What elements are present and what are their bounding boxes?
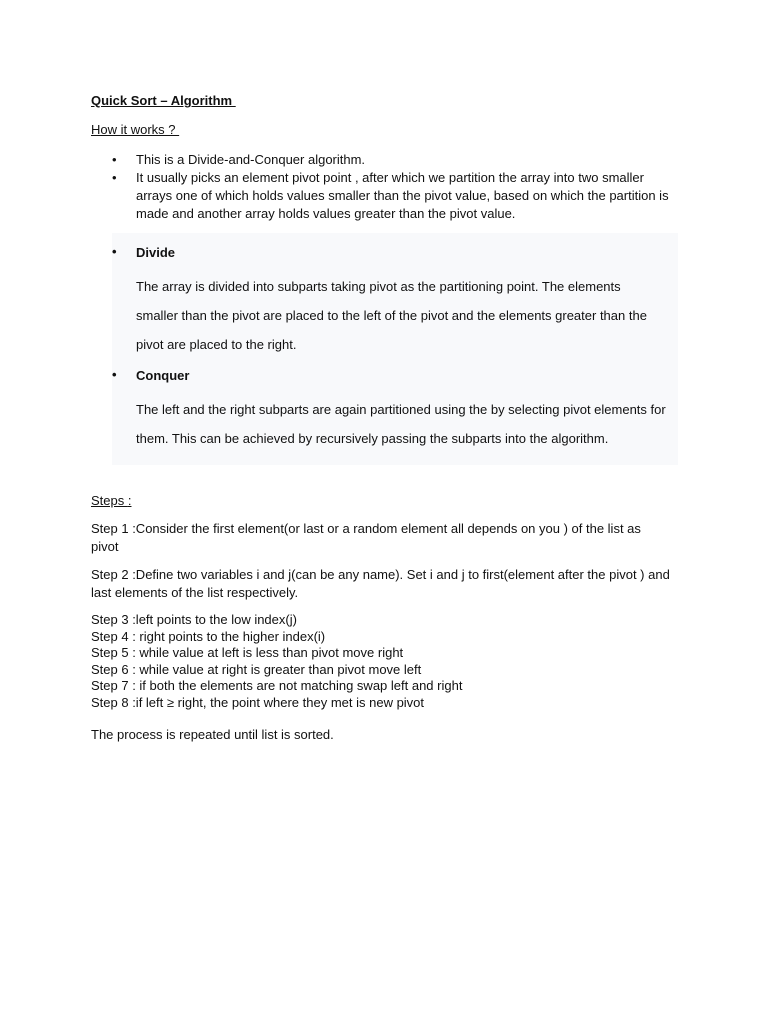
step-2-paragraph: Step 2 :Define two variables i and j(can be any name). Set i and j to first(element after the pivot ) and last elements of the list respectively. <box>91 567 670 600</box>
conquer-body: The left and the right subparts are again partitioned using the by selecting pivot elements for them. This can be achieved by recursively passing the subparts into the algorithm. <box>136 402 666 446</box>
steps-heading <box>91 493 131 508</box>
divide-body: The array is divided into subparts taking pivot as the partitioning point. The elements smaller than the pivot are placed to the left of the pivot and the elements greater than the pivot are placed to the right. <box>136 279 647 352</box>
divide-conquer-list <box>112 244 672 453</box>
conquer-heading: • Conquer <box>136 368 190 383</box>
divide-item <box>112 244 672 359</box>
closing-sentence: The process is repeated until list is sorted. <box>91 727 334 742</box>
divide-heading: • Divide <box>136 245 176 260</box>
step-line: Step 5 : while value at left is less than pivot move right <box>91 645 404 660</box>
step-line: Step 8 :if left ≥ right, the point where they met is new pivot <box>91 694 425 710</box>
steps-list <box>91 612 671 711</box>
step-line: Step 3 :left points to the low index(j) <box>91 612 297 627</box>
step-line: Step 7 : if both the elements are not matching swap left and right <box>91 678 463 693</box>
intro-bullet-list <box>112 151 672 223</box>
steps-heading-text: Steps <box>91 493 128 508</box>
step-line: Step 6 : while value at right is greater than pivot move left <box>91 661 422 677</box>
steps-heading-colon: : <box>127 493 132 508</box>
document-title: Quick Sort – Algorithm <box>91 93 236 108</box>
how-it-works-heading: How it works ? <box>91 122 180 137</box>
step-line: Step 4 : right points to the higher index(i) <box>91 628 326 644</box>
intro-bullet-item: • This is a Divide-and-Conquer algorithm. <box>112 151 672 169</box>
intro-bullet-item: • It usually picks an element pivot point , after which we partition the array into two smaller arrays one of which holds values smaller than the pivot value, based on which the partition is made and another array holds values greater than the pivot value. <box>112 169 672 223</box>
conquer-item <box>112 367 672 453</box>
step-1-paragraph: Step 1 :Consider the first element(or last or a random element all depends on you ) of the list as pivot <box>91 521 641 554</box>
